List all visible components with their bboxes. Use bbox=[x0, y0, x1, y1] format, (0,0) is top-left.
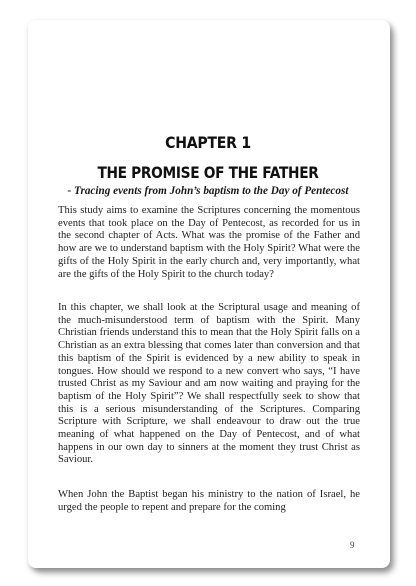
chapter-number: CHAPTER 1 bbox=[165, 133, 251, 152]
chapter-subtitle: - Tracing events from John’s baptism to the Day of Pentecost bbox=[67, 185, 349, 197]
page-number: 9 bbox=[350, 540, 355, 550]
paragraph-3: When John the Baptist began his ministry to the nation of Israel, he urged the people to repent and prepare for the coming bbox=[58, 489, 360, 513]
paragraph-1: This study aims to examine the Scriptures concerning the momentous events that took place on the Day of Pentecost, as recorded for us in the second chapter of Acts. What was the promise of the Father and how are we to understand baptism with the Holy Spirit? What were the gifts of the Holy Spirit in the early church and, very importantly, what are the gifts of the Holy Spirit to the church today? bbox=[58, 205, 360, 280]
paragraph-2: In this chapter, we shall look at the Scriptural usage and meaning of the much-misunderstood term of baptism with the Spirit. Many Christian friends understand this to mean that the Holy Spirit falls on a Christian as an extra blessing that comes later than conversion and that this baptism of the Spirit is evidenced by a new ability to speak in tongues. How should we respond to a new convert who says, “I have trusted Christ as my Saviour and am now waiting and praying for the baptism of the Holy Spirit”? We shall respectfully seek to show that this is a serious misunderstanding of the Scriptures. Comparing Scripture with Scripture, we shall endeavour to draw out the true meaning of what happened on the Day of Pentecost, and of what happens in our own day to sinners at the moment they trust Christ as Saviour. bbox=[58, 302, 360, 466]
book-page bbox=[28, 20, 390, 568]
chapter-title: THE PROMISE OF THE FATHER bbox=[97, 163, 319, 182]
